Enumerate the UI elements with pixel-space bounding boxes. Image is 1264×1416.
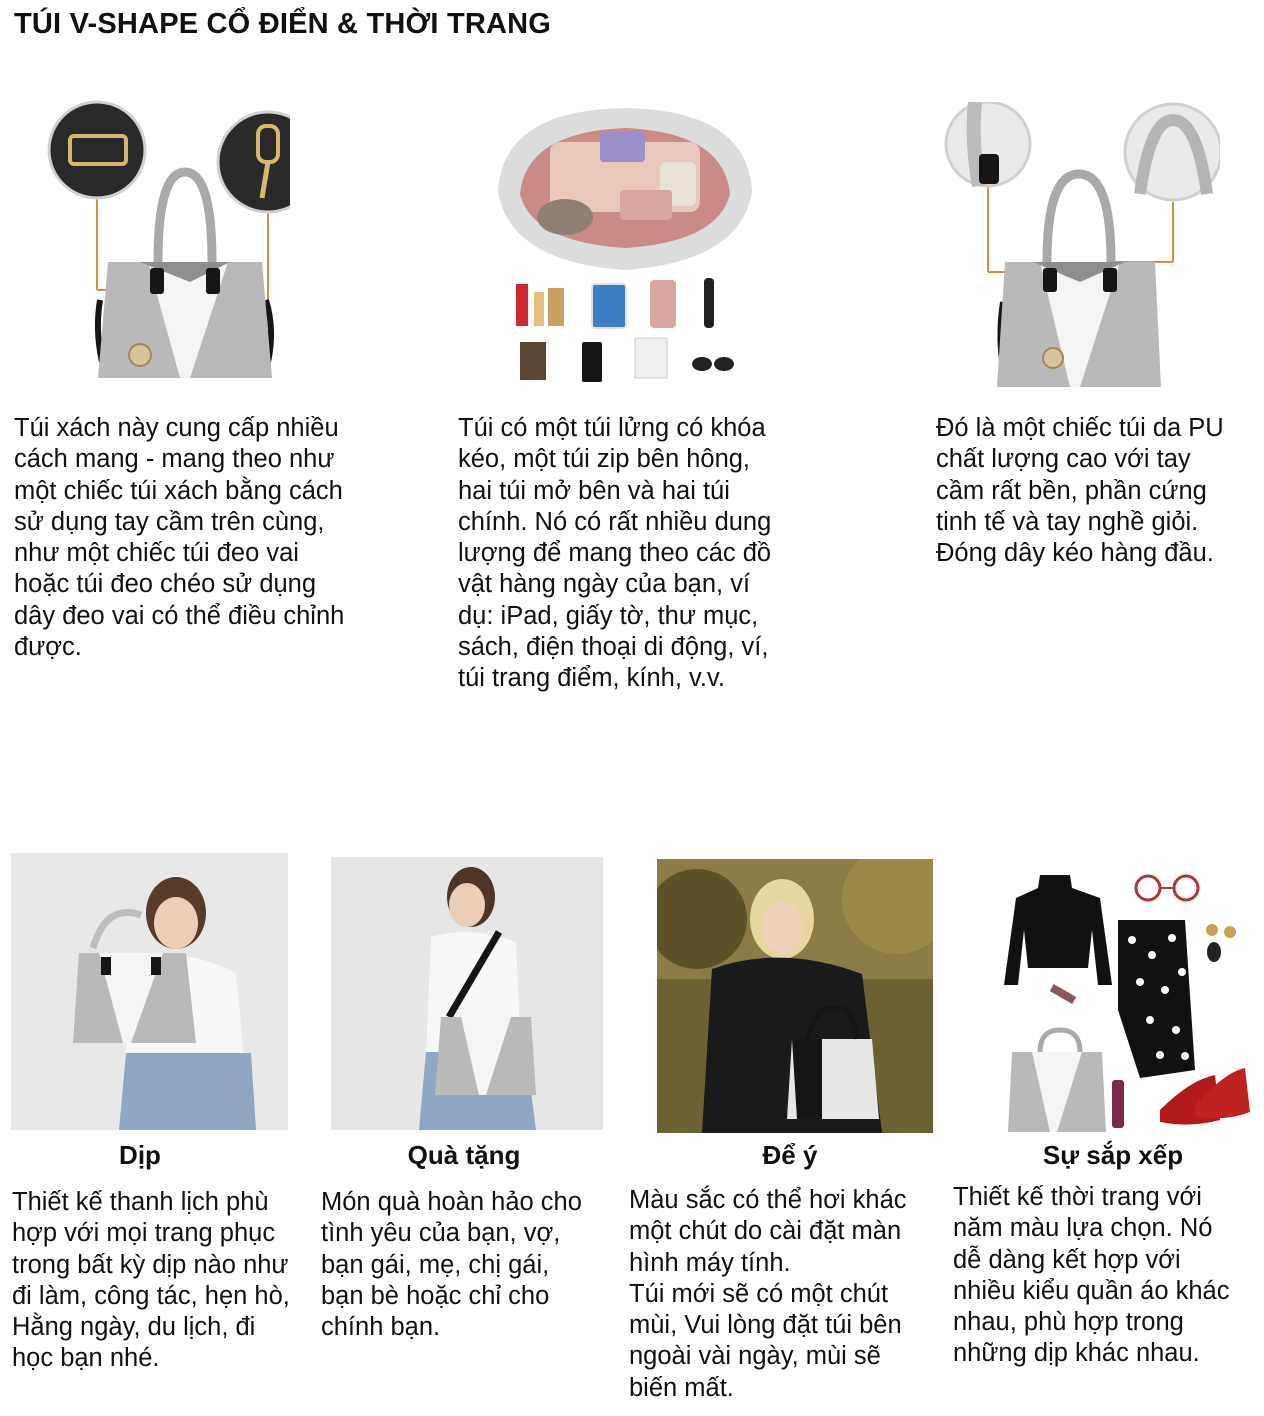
- page-title: TÚI V-SHAPE CỔ ĐIỂN & THỜI TRANG: [14, 8, 552, 40]
- arrangement-collage: [1000, 860, 1255, 1136]
- card-text-arrangement: Thiết kế thời trang với năm màu lựa chọn. Nó dễ dàng kết hợp với nhiều kiểu quần áo khác nhau, phù hợp trong những dịp khác nhau.: [953, 1183, 1230, 1368]
- feature-text-carry-options: Túi xách này cung cấp nhiều cách mang - mang theo như một chiếc túi xách bằng cách sử dụng tay cầm trên cùng, như một chiếc túi đeo vai hoặc túi đeo chéo sử dụng dây đeo vai có thể điều chỉnh được.: [14, 414, 345, 662]
- notice-photo: [657, 859, 933, 1133]
- feature-text-pockets: Túi có một túi lửng có khóa kéo, một túi zip bên hông, hai túi mở bên và hai túi chính. Nó có rất nhiều dung lượng để mang theo các đồ vật hàng ngày của bạn, ví dụ: iPad, giấy tờ, thư mục, sách, điện thoại di động, ví, túi trang điểm, kính, v.v.: [458, 414, 772, 693]
- occasion-photo: [11, 853, 288, 1130]
- handbag-hardware-image: [40, 100, 290, 390]
- gift-photo: [331, 857, 603, 1130]
- bag-interior-image: [490, 102, 760, 392]
- feature-text-quality: Đó là một chiếc túi da PU chất lượng cao với tay cầm rất bền, phần cứng tinh tế và tay nghề giỏi. Đóng dây kéo hàng đầu.: [936, 414, 1224, 568]
- card-heading-arrangement: Sự sắp xếp: [1042, 1140, 1184, 1170]
- card-text-notice: Màu sắc có thể hơi khác một chút do cài đặt màn hình máy tính. Túi mới sẽ có một chút mùi, Vui lòng đặt túi bên ngoài vài ngày, mùi sẽ biến mất.: [629, 1186, 907, 1402]
- card-text-occasion: Thiết kế thanh lịch phù hợp với mọi trang phục trong bất kỳ dịp nào như đi làm, công tác, hẹn hò, Hằng ngày, du lịch, đi học bạn nhé.: [12, 1188, 290, 1373]
- card-heading-notice: Để ý: [762, 1140, 818, 1170]
- handle-detail-image: [935, 102, 1220, 402]
- card-heading-occasion: Dịp: [119, 1140, 161, 1170]
- card-text-gift: Món quà hoàn hảo cho tình yêu của bạn, vợ, bạn gái, mẹ, chị gái, bạn bè hoặc chỉ cho chính bạn.: [321, 1188, 582, 1342]
- card-heading-gift: Quà tặng: [407, 1140, 521, 1170]
